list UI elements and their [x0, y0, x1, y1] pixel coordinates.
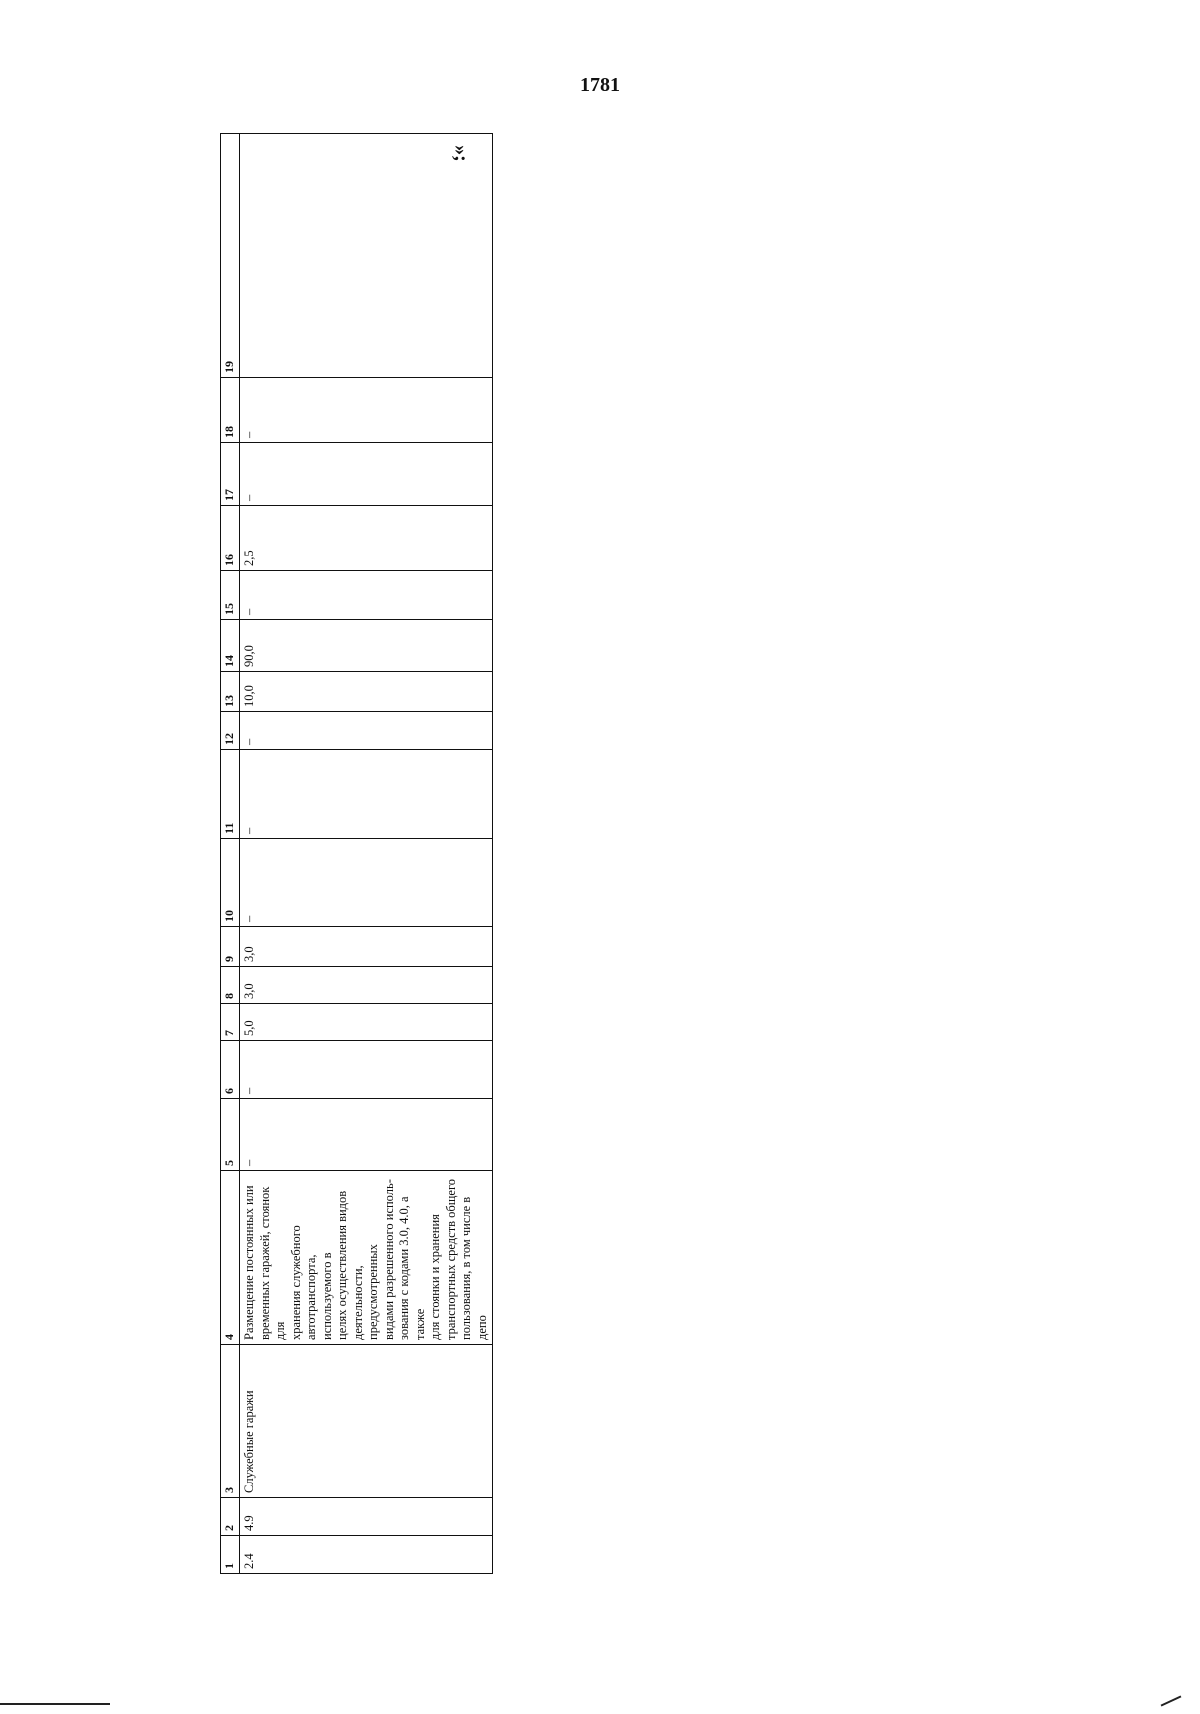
value-cell: 3,0: [240, 967, 493, 1004]
description-line: зования с кодами 3.0, 4.0, а также: [397, 1196, 427, 1340]
header-cell: 16: [221, 506, 240, 571]
description-line: видами разрешенного исполь-: [381, 1179, 396, 1340]
description-line: деятельности, предусмотренных: [350, 1244, 380, 1340]
header-cell: 9: [221, 927, 240, 967]
description-line: временных гаражей, стоянок для: [257, 1186, 287, 1340]
header-cell: 5: [221, 1099, 240, 1171]
use-description-cell: [240, 1171, 493, 1345]
header-cell: 15: [221, 571, 240, 620]
value-cell: [240, 134, 493, 378]
description-line: целях осуществления видов: [335, 1190, 349, 1340]
description-line: транспортных средств общего: [443, 1178, 458, 1340]
value-cell: 90,0: [240, 620, 493, 672]
regulation-table: [220, 133, 493, 1574]
value-cell: 2,5: [240, 506, 493, 571]
header-cell: 4: [221, 1171, 240, 1345]
header-cell: 19: [221, 134, 240, 378]
value-cell: –: [240, 1041, 493, 1099]
header-cell: 1: [221, 1536, 240, 1574]
header-cell: 8: [221, 967, 240, 1004]
value-cell: –: [240, 1099, 493, 1171]
header-cell: 13: [221, 672, 240, 712]
value-cell: –: [240, 378, 493, 443]
description-line: автотранспорта, используемого в: [304, 1252, 334, 1340]
header-cell: 7: [221, 1004, 240, 1041]
value-cell: –: [240, 750, 493, 839]
header-cell: 3: [221, 1345, 240, 1498]
header-cell: 18: [221, 378, 240, 443]
rotated-table-wrapper: [220, 134, 489, 1574]
value-cell: –: [240, 443, 493, 506]
header-cell: 12: [221, 712, 240, 750]
table-row: [240, 134, 493, 1574]
header-cell: 11: [221, 750, 240, 839]
table-header-row: [221, 134, 240, 1574]
description-line: Размещение постоянных или: [242, 1185, 256, 1340]
value-cell: 3,0: [240, 927, 493, 967]
header-cell: 6: [221, 1041, 240, 1099]
value-cell: –: [240, 571, 493, 620]
row-number-cell: 2.4: [240, 1536, 493, 1574]
code-cell: 4.9: [240, 1498, 493, 1536]
header-cell: 14: [221, 620, 240, 672]
value-cell: –: [240, 712, 493, 750]
description-line: пользования, в том числе в депо: [459, 1196, 489, 1340]
header-cell: 17: [221, 443, 240, 506]
scan-artifact-line: [0, 1703, 110, 1705]
page-number: 1781: [580, 74, 620, 96]
value-cell: 10,0: [240, 672, 493, 712]
value-cell: –: [240, 839, 493, 927]
use-name-cell: Служебные гаражи: [240, 1345, 493, 1498]
description-line: хранения служебного: [288, 1225, 303, 1340]
description-line: для стоянки и хранения: [428, 1214, 442, 1340]
value-cell: 5,0: [240, 1004, 493, 1041]
header-cell: 10: [221, 839, 240, 927]
scan-artifact-stroke: [1161, 1695, 1182, 1706]
header-cell: 2: [221, 1498, 240, 1536]
closing-quote-mark: »;: [449, 145, 472, 162]
